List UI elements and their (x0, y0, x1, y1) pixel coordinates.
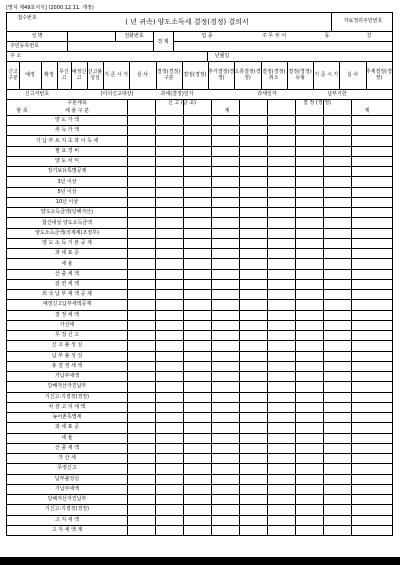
decision-col: 추계결정(경정) (365, 69, 392, 81)
decision-col: 실 사 (136, 72, 149, 78)
table-row-label: 세 율 (61, 260, 73, 267)
decision-col: 추가결정(경정) (208, 69, 235, 81)
table-row-label: 감 면 세 액 (54, 281, 80, 287)
table-row-label: 기 납 부 토 지 초 과 이 득 세 (35, 137, 99, 144)
document-title: ( 년 귀속) 양도소득세 결정(경정) 결의서 (125, 18, 249, 26)
table-row-label: 과 세 표 준 (54, 250, 80, 257)
table-row-label: 산 출 세 액 (54, 270, 80, 277)
table-row-label: 합산대상 양도소득금액 (42, 219, 92, 226)
rrn-label: 주민등록번호 (10, 43, 39, 49)
row-header-item: 항 목 (16, 108, 28, 114)
biz-type-label: 업 종 (201, 33, 213, 39)
table-row-label: 고 지 세 액 계 (51, 526, 83, 533)
decision-footer-label: 납부기한 (327, 91, 347, 97)
decision-tab: 신고구분 (8, 69, 18, 81)
decision-col: 실 사 (346, 72, 359, 78)
decision-col: 기 준 시 가 (314, 72, 339, 78)
dept-label: 주 무 부 서 (261, 33, 287, 39)
table-row-label: 양 도 차 익 (54, 158, 80, 165)
table-row-label: 양 도 가 액 (54, 117, 80, 124)
table-row-label: 납부불성실 (54, 475, 80, 482)
col-header-decide: 결 정 (경 정) (303, 100, 331, 106)
table-row-label: 5년 이상 (57, 188, 77, 195)
decision-footer-label: (이의신고대상) (100, 91, 134, 97)
table-row-label: 과 세 표 준 (54, 424, 80, 431)
table-row-label: 양도소득금액(의제계(조정후) (35, 229, 99, 236)
page-bottom-bar (0, 557, 400, 565)
row-header-rate: 세 율 구 분 (64, 108, 90, 114)
phone-label: 전화번호 (124, 33, 144, 39)
table-row-label: 신 고 불 성 실 (51, 342, 83, 349)
table-row-label: 장기보유특별공제 (47, 168, 87, 175)
relation-label: 경 제 (157, 39, 169, 45)
decision-col: 결정(경정)구분 (157, 69, 181, 81)
decision-col: 기 준 시 가 (104, 72, 129, 78)
table-row-label: 기신고·기결정(경정) (44, 393, 90, 400)
table-row-label: 양 도 소 득 기 본 공 제 (42, 240, 92, 247)
gang-label: 강 (366, 33, 372, 39)
taxpayer-no-label: 자료정리주민번호 (343, 18, 383, 24)
table-row-label: 가 산 세 (58, 455, 76, 462)
table-row-label: 무정신고 (57, 465, 77, 472)
decision-col: 오류결정(경정) (234, 69, 261, 81)
table-row-label: 농어촌특별세 (52, 414, 82, 421)
decision-footer-label: 과세일자 (257, 91, 277, 97)
col-header-kind: 구분세목 (67, 100, 87, 106)
table-row-label: 10년 이상 (55, 199, 79, 206)
decision-footer-label: 과세(결정)일자 (160, 91, 194, 97)
table-row-label: 필 요 경 비 (54, 147, 80, 154)
table-row-label: 기납부세액 (54, 485, 80, 492)
table-row-label: 양도소득금액(당해자산) (40, 209, 94, 216)
table-row-label: 기신고·기결정(경정) (44, 506, 90, 513)
address-label: 주 소 (10, 53, 22, 59)
table-row-label: 산 출 세 액 (54, 444, 80, 451)
table-row-label: 결 정 세 액 (54, 311, 80, 318)
decision-tab: 무신고 (59, 69, 69, 81)
table-row-label: 무 정 신 고 (54, 332, 80, 339)
table-row-label: 납 부 불 성 실 (51, 352, 83, 359)
decision-col: 결정(경정)취소 (262, 69, 286, 81)
dong-label: 동 (324, 33, 330, 39)
col-header-report: 신 고 (당 초) (168, 100, 196, 106)
table-row-label: 3년 이상 (57, 178, 77, 185)
report-sum: 계 (224, 108, 230, 114)
decide-sum: 계 (364, 108, 370, 114)
table-row-label: 고 지 세 액 (54, 516, 80, 523)
table-row-label: 외 국 납 부 세 액 공 제 (42, 291, 92, 298)
decision-tab: 예정신고 (71, 69, 87, 81)
receipt-no-label: 접수번호 (17, 15, 37, 21)
decision-col: 결정(경정)유형 (288, 69, 312, 81)
table-row-label: 가산세 (59, 321, 75, 328)
decision-tab: 예정 (25, 72, 35, 78)
table-row-label: 당해자산자진납부 (47, 496, 87, 503)
year-month-label: 년월일 (214, 53, 230, 59)
decision-col: 결정(경정) (183, 72, 207, 78)
form-caption: [별지 제49호서식] (2000.12.11. 개정) (6, 5, 94, 11)
table-row-label: 예정신고납부세액공제 (42, 301, 92, 308)
decision-tab: 확정 (44, 72, 54, 78)
table-row-label: 기납부세액 (54, 373, 80, 380)
decision-tab: 신고불성실 (87, 69, 103, 81)
decision-form (6, 12, 393, 536)
name-label: 성 명 (31, 33, 43, 39)
table-row-label: 취 득 가 액 (54, 127, 80, 134)
table-row-label: 총 결 정 세 액 (51, 362, 83, 369)
table-row-label: 당해자산자진납부 (47, 383, 87, 390)
table-row-label: 차 감 고 지 세 액 (48, 403, 86, 410)
table-row-label: 세 율 (61, 434, 73, 441)
decision-footer-label: 신고서번호 (24, 91, 50, 97)
